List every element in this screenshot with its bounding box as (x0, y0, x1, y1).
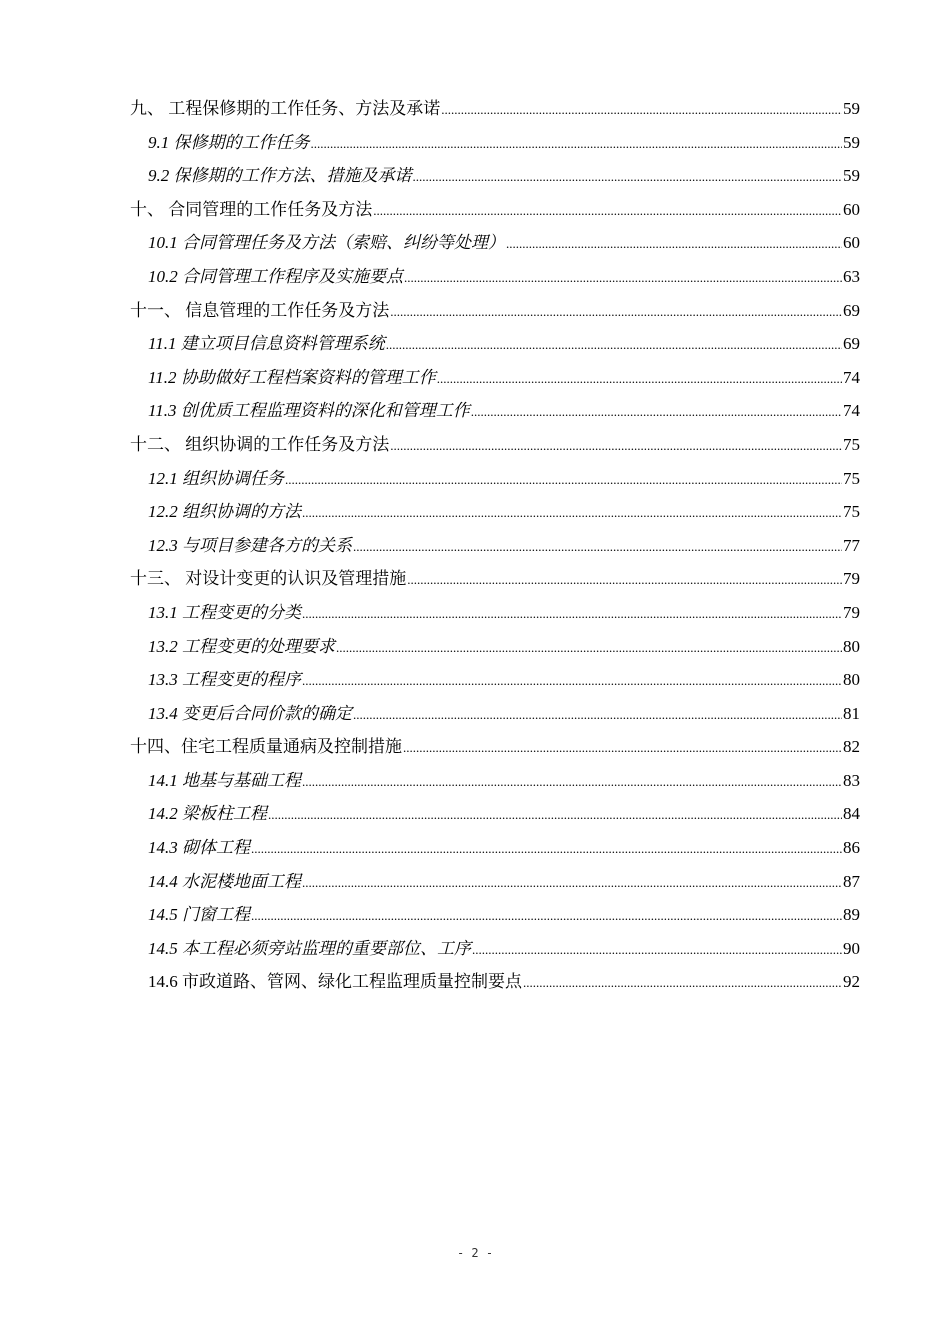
toc-entry-title: 13.1 工程变更的分类 (148, 602, 301, 622)
toc-dot-leader (386, 328, 842, 362)
toc-dot-leader (413, 160, 843, 194)
toc-dot-leader (390, 429, 842, 463)
toc-entry-page: 59 (843, 99, 860, 118)
page-number-footer: - 2 - (456, 1246, 494, 1260)
toc-entry-page: 82 (843, 737, 860, 757)
toc-entry-title: 12.3 与项目参建各方的关系 (148, 535, 352, 555)
toc-subentry[interactable] (130, 831, 860, 865)
toc-dot-leader (404, 261, 842, 295)
toc-entry-title: 九、 工程保修期的工作任务、方法及承诺 (130, 99, 441, 118)
toc-subentry[interactable] (130, 327, 860, 361)
toc-dot-leader (251, 832, 842, 866)
toc-entry-page: 74 (843, 401, 860, 421)
toc-entry[interactable] (130, 428, 860, 462)
toc-subentry[interactable] (130, 495, 860, 529)
toc-subentry[interactable] (130, 159, 860, 193)
toc-entry[interactable] (130, 294, 860, 328)
toc-dot-leader (251, 899, 842, 933)
toc-dot-leader (471, 395, 842, 429)
toc-entry-page: 74 (843, 367, 860, 387)
toc-entry-page: 63 (843, 266, 860, 286)
toc-entry-title: 13.3 工程变更的程序 (148, 670, 301, 690)
toc-entry-page: 59 (843, 166, 860, 186)
toc-entry-page: 92 (843, 972, 860, 992)
toc-entry-page: 79 (843, 569, 860, 589)
toc-entry[interactable] (130, 562, 860, 596)
toc-entry-title: 11.1 建立项目信息资料管理系统 (148, 334, 385, 354)
toc-entry-page: 90 (843, 938, 860, 958)
toc-dot-leader (403, 731, 842, 765)
toc-dot-leader (472, 933, 842, 967)
toc-subentry[interactable] (130, 898, 860, 932)
toc-dot-leader (302, 597, 842, 631)
toc-subentry[interactable] (130, 965, 860, 999)
toc-subentry[interactable] (130, 126, 860, 160)
toc-dot-leader (353, 530, 842, 564)
toc-entry-title: 11.2 协助做好工程档案资料的管理工作 (148, 367, 436, 387)
toc-entry-page: 69 (843, 300, 860, 320)
toc-subentry[interactable] (130, 764, 860, 798)
toc-subentry[interactable] (130, 226, 860, 260)
toc-entry-page: 75 (843, 468, 860, 488)
toc-dot-leader (268, 798, 842, 832)
toc-entry-page: 89 (843, 905, 860, 925)
toc-entry-title: 十四、住宅工程质量通病及控制措施 (130, 737, 402, 757)
toc-entry-page: 86 (843, 838, 860, 858)
toc-entry-page: 83 (843, 770, 860, 790)
toc-entry[interactable] (130, 193, 860, 227)
toc-subentry[interactable] (130, 932, 860, 966)
toc-subentry[interactable] (130, 797, 860, 831)
toc-entry-page: 81 (843, 703, 860, 723)
toc-entry-page: 77 (843, 535, 860, 555)
toc-dot-leader (523, 966, 842, 1000)
toc-dot-leader (441, 93, 842, 127)
toc-entry-page: 59 (843, 132, 860, 152)
toc-entry-title: 12.1 组织协调任务 (148, 468, 284, 488)
toc-dot-leader (437, 362, 842, 396)
toc-dot-leader (311, 127, 843, 161)
toc-entry-page: 75 (843, 434, 860, 454)
toc-entry-title: 12.2 组织协调的方法 (148, 502, 301, 522)
toc-entry-title: 十一、 信息管理的工作任务及方法 (130, 300, 390, 320)
toc-entry-page: 69 (843, 334, 860, 354)
toc-entry-title: 十二、 组织协调的工作任务及方法 (130, 434, 390, 454)
toc-dot-leader (302, 765, 842, 799)
toc-subentry[interactable] (130, 663, 860, 697)
toc-dot-leader (285, 463, 842, 497)
toc-entry-title: 十三、 对设计变更的认识及管理措施 (130, 569, 407, 589)
toc-entry-title: 14.1 地基与基础工程 (148, 770, 301, 790)
toc-entry-title: 10.2 合同管理工作程序及实施要点 (148, 266, 403, 286)
toc-entry-page: 60 (843, 233, 860, 253)
toc-dot-leader (302, 866, 842, 900)
toc-entry-title: 14.5 门窗工程 (148, 905, 250, 925)
toc-entry-page: 75 (843, 502, 860, 522)
toc-subentry[interactable] (130, 394, 860, 428)
toc-entry-page: 87 (843, 871, 860, 891)
toc-subentry[interactable] (130, 529, 860, 563)
toc-dot-leader (353, 698, 842, 732)
toc-entry-title: 14.3 砌体工程 (148, 838, 250, 858)
toc-subentry[interactable] (130, 630, 860, 664)
toc-entry-page: 79 (843, 602, 860, 622)
toc-dot-leader (302, 664, 842, 698)
toc-dot-leader (302, 496, 842, 530)
toc-entry-title: 十、 合同管理的工作任务及方法 (130, 199, 373, 219)
toc-dot-leader (373, 194, 842, 228)
toc-entry-title: 9.1 保修期的工作任务 (148, 132, 310, 152)
toc-entry-page: 80 (843, 636, 860, 656)
toc-entry-title: 13.2 工程变更的处理要求 (148, 636, 335, 656)
toc-subentry[interactable] (130, 462, 860, 496)
toc-entry-title: 14.5 本工程必须旁站监理的重要部位、工序 (148, 938, 471, 958)
toc-entry-page: 80 (843, 670, 860, 690)
toc-entry-title: 14.6 市政道路、管网、绿化工程监理质量控制要点 (148, 972, 522, 992)
toc-subentry[interactable] (130, 596, 860, 630)
toc-entry-title: 14.2 梁板柱工程 (148, 804, 267, 824)
toc-subentry[interactable] (130, 865, 860, 899)
toc-subentry[interactable] (130, 260, 860, 294)
toc-entry-title: 11.3 创优质工程监理资料的深化和管理工作 (148, 401, 470, 421)
toc-entry-page: 60 (843, 199, 860, 219)
toc-dot-leader (390, 295, 842, 329)
toc-subentry[interactable] (130, 361, 860, 395)
toc-entry-title: 14.4 水泥楼地面工程 (148, 871, 301, 891)
toc-subentry[interactable] (130, 697, 860, 731)
toc-entry-page: 84 (843, 804, 860, 824)
toc-entry-title: 9.2 保修期的工作方法、措施及承诺 (148, 166, 412, 186)
toc-dot-leader (336, 631, 842, 665)
toc-entry-title: 10.1 合同管理任务及方法（索赔、纠纷等处理） (148, 233, 505, 253)
table-of-contents (130, 92, 860, 999)
toc-entry-title: 13.4 变更后合同价款的确定 (148, 703, 352, 723)
toc-dot-leader (407, 563, 842, 597)
toc-dot-leader (506, 227, 842, 261)
toc-entry[interactable] (130, 730, 860, 764)
toc-entry[interactable] (130, 92, 860, 126)
